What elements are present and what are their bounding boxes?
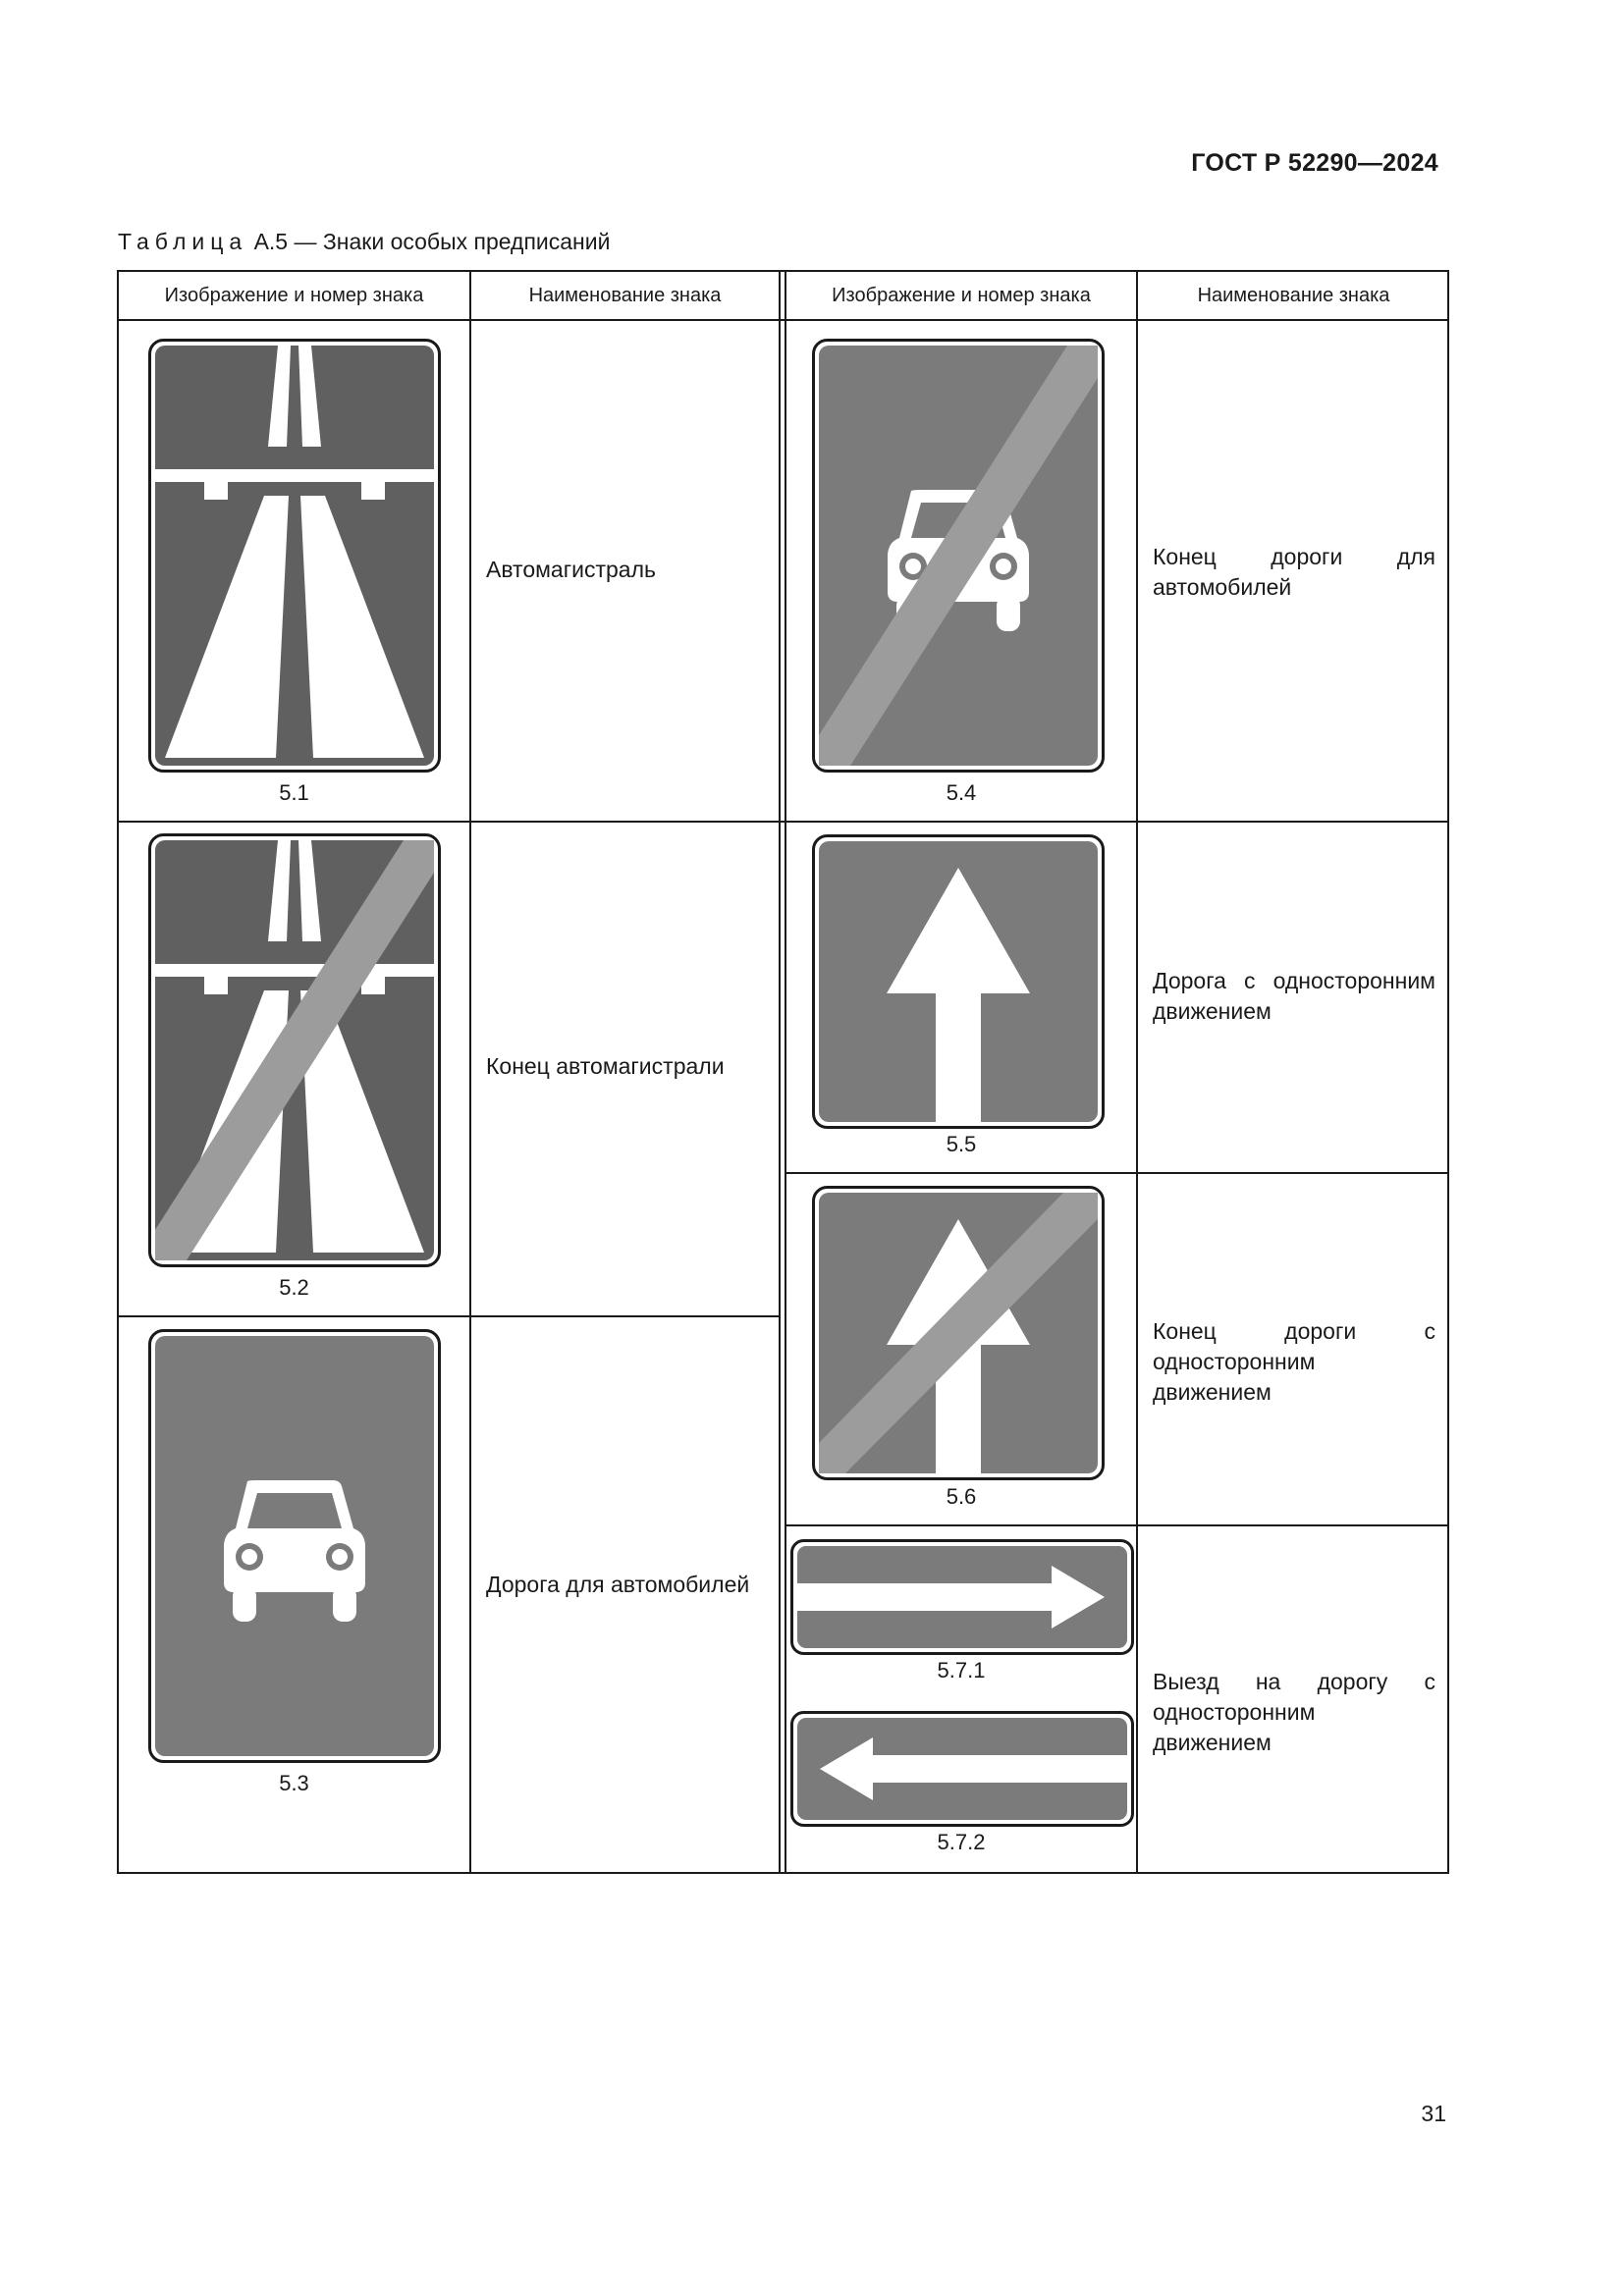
row-divider [119,1315,781,1317]
sign-name: Выезд на дорогу с односторонним движением [1153,1669,1435,1755]
sign-number: 5.6 [946,1484,977,1509]
sign-number: 5.5 [946,1132,977,1156]
row-divider [785,1524,1447,1526]
column-header-name: Наименование знака [1197,284,1390,306]
caption-text: А.5 — Знаки особых предписаний [253,229,611,254]
header-divider [119,319,1447,321]
row-divider [785,1172,1447,1174]
end-of-road-for-cars-sign-icon [812,339,1105,773]
column-header-image: Изображение и номер знака [164,284,424,306]
sign-number: 5.4 [946,780,977,805]
column-divider [779,272,781,1872]
motorway-sign-icon [148,339,441,773]
sign-name: Автомагистраль [486,557,656,582]
sign-name: Дорога с односторонним движением [1153,968,1435,1024]
document-standard-number: ГОСТ Р 52290—2024 [1191,149,1438,177]
sign-number: 5.3 [279,1771,309,1795]
sign-number: 5.1 [279,780,309,805]
end-of-one-way-road-sign-icon [812,1186,1105,1480]
column-divider [469,272,471,1872]
sign-name: Дорога для автомобилей [486,1572,750,1597]
end-of-motorway-sign-icon [148,833,441,1267]
one-way-road-sign-icon [812,834,1105,1129]
sign-name: Конец автомагистрали [486,1053,725,1079]
column-header-name: Наименование знака [528,284,722,306]
column-divider [785,272,786,1872]
sign-number: 5.7.2 [937,1830,986,1854]
table-caption [118,229,610,255]
sign-table [117,270,1449,1874]
exit-to-one-way-road-left-sign-icon [790,1711,1134,1827]
sign-number: 5.2 [279,1275,309,1300]
column-header-image: Изображение и номер знака [832,284,1091,306]
column-divider [1136,272,1138,1872]
road-for-cars-sign-icon [148,1329,441,1763]
caption-prefix: Таблица [118,229,248,254]
sign-number: 5.7.1 [937,1658,986,1682]
exit-to-one-way-road-sign-icon [790,1539,1134,1655]
page-number: 31 [1421,2101,1446,2126]
sign-name: Конец дороги для автомобилей [1153,544,1435,600]
row-divider [119,821,1447,823]
sign-name: Конец дороги с односторонним движением [1153,1318,1435,1405]
